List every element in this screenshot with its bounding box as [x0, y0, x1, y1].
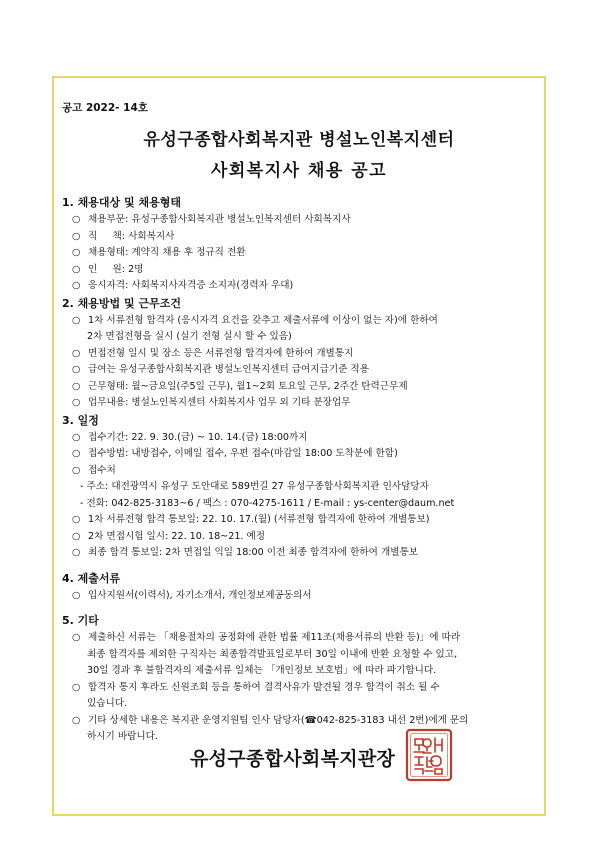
list-item-continuation: 하시기 바랍니다.	[87, 731, 158, 742]
section-heading: 5. 기타	[62, 614, 99, 627]
list-item: ○ 인 원: 2명	[72, 263, 144, 275]
list-item: ○ 접수기간: 22. 9. 30.(금) ~ 10. 14.(금) 18:00까지	[72, 431, 308, 443]
official-seal-icon	[404, 727, 454, 783]
list-item: ○ 기타 상세한 내용은 복지관 운영지원팀 인사 담당자(☎042-825-3183 내선 2번)에게 문의	[72, 714, 469, 726]
list-item: ○ 접수처	[72, 464, 116, 476]
list-item-continuation: 있습니다.	[87, 698, 128, 709]
list-item: ○ 접수방법: 내방접수, 이메일 접수, 우편 접수(마감일 18:00 도착분에 한함)	[72, 448, 398, 459]
list-item: ○ 합격자 통지 후라도 신원조회 등을 통하여 결격사유가 발견될 경우 합격이 취소 될 수	[72, 681, 440, 693]
address-line: - 주소: 대전광역시 유성구 도안대로 589번길 27 유성구종합사회복지관 인사담당자	[80, 481, 429, 492]
list-item: ○ 응시자격: 사회복지사자격증 소지자(경력자 우대)	[72, 280, 294, 291]
list-item: ○ 2차 면접시험 일시: 22. 10. 18~21. 예정	[72, 530, 266, 542]
list-item: ○ 제출하신 서류는 「채용절차의 공정화에 관한 법률 제11조(채용서류의 반환 등)」에 따라	[72, 632, 461, 643]
list-item: ○ 최종 합격 통보일: 2차 면접일 익일 18:00 이전 최종 합격자에 한하여 개별통보	[72, 547, 419, 558]
contact-line: - 전화: 042-825-3183~6 / 팩스 : 070-4275-1611 / E-mail : ys-center@daum.net	[80, 497, 455, 509]
list-item: ○ 채용형태: 계약직 채용 후 정규직 전환	[72, 247, 246, 258]
issuing-organization: 유성구종합사회복지관장	[190, 748, 396, 770]
list-item-continuation: 30일 경과 후 불합격자의 제출서류 일체는 「개인정보 보호법」에 따라 파기합니다.	[87, 665, 437, 676]
document-body	[62, 194, 542, 746]
notice-number: 공고 2022- 14호	[62, 102, 148, 114]
list-item: ○ 채용부문: 유성구종합사회복지관 병설노인복지센터 사회복지사	[72, 214, 351, 225]
document-title: 유성구종합사회복지관 병설노인복지센터	[143, 130, 455, 150]
list-item-continuation: 최종 합격자를 제외한 구직자는 최종합격발표일로부터 30일 이내에 반환 요청할 수 있고,	[87, 648, 458, 660]
list-item: ○ 직 책: 사회복지사	[72, 230, 175, 242]
list-item: ○ 1차 서류전형 합격자 (응시자격 요건을 갖추고 제출서류에 이상이 없는 자)에 한하여	[72, 314, 438, 326]
section-heading: 1. 채용대상 및 채용형태	[62, 196, 181, 209]
document-subtitle: 사회복지사 채용 공고	[210, 161, 388, 181]
section-heading: 2. 채용방법 및 근무조건	[62, 296, 181, 310]
list-item: ○ 업무내용: 병설노인복지센터 사회복지사 업무 외 기타 분장업무	[72, 397, 351, 408]
section-heading: 4. 제출서류	[62, 571, 121, 585]
section-heading: 3. 일정	[62, 413, 99, 427]
list-item: ○ 면접전형 일시 및 장소 등은 서류전형 합격자에 한하여 개별통지	[72, 347, 354, 359]
list-item-continuation: 2차 면접전형을 실시 (실기 전형 실시 할 수 있음)	[87, 331, 292, 342]
list-item: ○ 입사지원서(이력서), 자기소개서, 개인정보제공동의서	[72, 589, 312, 601]
list-item: ○ 1차 서류전형 합격 통보일: 22. 10. 17.(월) (서류전형 합격자에 한하여 개별통보)	[72, 514, 430, 525]
list-item: ○ 급여는 유성구종합사회복지관 병설노인복지센터 급여지급기준 적용	[72, 364, 369, 375]
list-item: ○ 근무형태: 월~금요일(주5일 근무), 월1~2회 토요일 근무, 2주간 탄력근무제	[72, 380, 408, 392]
